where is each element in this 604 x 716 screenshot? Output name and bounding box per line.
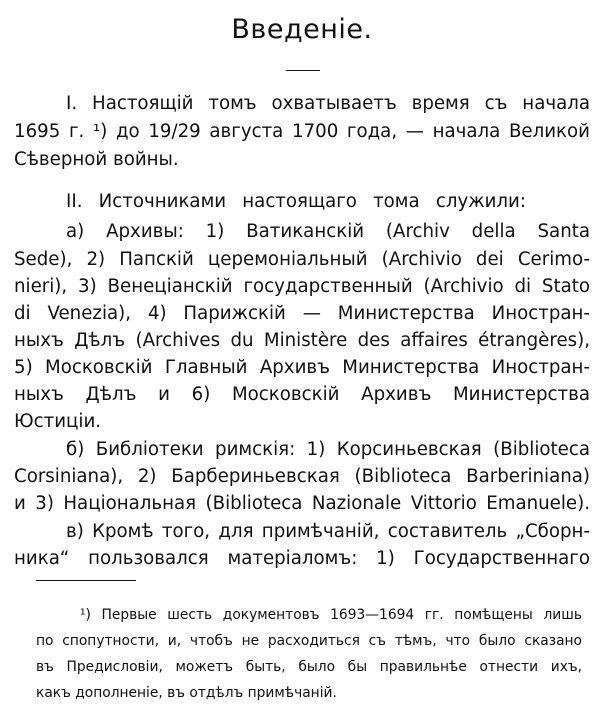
libraries-line-2: Corsiniana), 2) Барбериньевская (Biblioteca Barberiniana) (14, 466, 590, 487)
archives-line-7: ныхъ Дѣлъ и 6) Московскiй Архивъ Министерства (14, 384, 590, 405)
archives-line-3: nieri), 3) Венецiанскiй государственный (Archivio di Stato (14, 276, 590, 297)
archives-line-2: Sede), 2) Папскiй церемонiальный (Archivio dei Cerimo- (14, 249, 590, 270)
paragraph-1-line-1: I. Настоящiй томъ охватываетъ время съ начала (66, 93, 590, 114)
footnote-line-1: ¹) Первые шесть документовъ 1693—1694 гг. помѣщены лишь (80, 607, 582, 623)
footnote-line-4: какъ дополненiе, въ отдѣлъ примѣчанiй. (36, 685, 337, 701)
title-divider (286, 70, 320, 71)
archives-line-6: 5) Московскiй Главный Архивъ Министерства Иностран- (14, 357, 590, 378)
paragraph-1-line-2: 1695 г. ¹) до 19/29 августа 1700 года, — начала Великой (14, 121, 590, 142)
footnote-line-3: въ Предисловiи, можетъ быть, было бы правильнѣе отнести ихъ, (36, 659, 582, 675)
other-sources-line-1: в) Кромѣ того, для примѣчанiй, составитель „Сборн- (66, 521, 590, 542)
paragraph-1-line-3: Сѣверной войны. (14, 149, 179, 170)
paragraph-2-heading: II. Источниками настоящаго тома служили: (66, 191, 526, 212)
other-sources-line-2: ника“ пользовался матерiаломъ: 1) Государственнаго (14, 548, 590, 569)
archives-line-1: а) Архивы: 1) Ватиканскiй (Archiv della Santa (66, 221, 590, 242)
archives-line-8: Юстицiи. (14, 411, 102, 432)
archives-line-4: di Venezia), 4) Парижскiй — Министерства Иностран- (14, 303, 590, 324)
libraries-line-3: и 3) Нацiональная (Biblioteca Nazionale Vittorio Emanuele). (14, 493, 590, 514)
libraries-line-1: б) Библiотеки римскiя: 1) Корсиньевская (Biblioteca (66, 439, 590, 460)
archives-line-5: ныхъ Дѣлъ (Archives du Ministère des affaires étrangères), (14, 330, 590, 351)
footnote-line-2: по спопутности, и, чтобъ не расходиться съ тѣмъ, что было сказано (36, 633, 582, 649)
page-title: Введенiе. (231, 14, 373, 45)
footnote-divider (36, 580, 136, 581)
